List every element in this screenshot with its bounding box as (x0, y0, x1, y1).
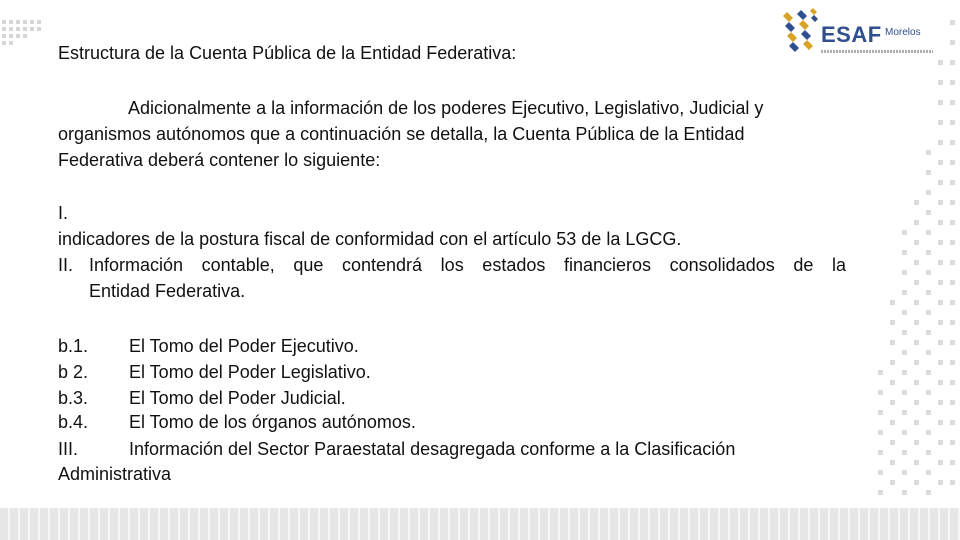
sub-item-number: b.4. (58, 412, 89, 432)
item-ii-text-line-2: Entidad Federativa. (89, 281, 246, 301)
sub-item-number: b.1. (58, 336, 89, 356)
sub-item-number: III. (58, 439, 79, 459)
esaf-logo (779, 6, 935, 58)
sub-item-text: El Tomo de los órganos autónomos. (129, 412, 416, 432)
paragraph-line-2: organismos autónomos que a continuación se detalla, la Cuenta Pública de la Entidad (58, 124, 745, 144)
sub-item-text: El Tomo del Poder Ejecutivo. (129, 336, 359, 356)
final-line: Administrativa (58, 464, 172, 484)
logo-text: ESAF (821, 22, 882, 47)
wheat-emblem-icon (779, 6, 819, 56)
page-heading: Estructura de la Cuenta Pública de la Entidad Federativa: (58, 43, 517, 63)
sub-item-text: El Tomo del Poder Legislativo. (129, 362, 371, 382)
item-i-number: I. (58, 203, 69, 223)
item-ii-number: II. (58, 255, 74, 275)
decorative-dot-grid-right (870, 0, 960, 510)
sub-item-number: b 2. (58, 362, 89, 382)
paragraph-line-3: Federativa deberá contener lo siguiente: (58, 150, 381, 170)
paragraph-line-1: Adicionalmente a la información de los poderes Ejecutivo, Legislativo, Judicial y (128, 98, 764, 118)
item-ii-text-line-1: Información contable, que contendrá los estados financieros consolidados de la (89, 255, 846, 275)
decorative-dot-grid-top-left (0, 18, 48, 46)
sub-item-text: El Tomo del Poder Judicial. (129, 388, 346, 408)
decorative-bottom-band (0, 508, 960, 540)
sub-item-number: b.3. (58, 388, 89, 408)
logo-subtext: Morelos (885, 27, 921, 38)
logo-tagline-strip (821, 50, 933, 53)
item-i-text: indicadores de la postura fiscal de conformidad con el artículo 53 de la LGCG. (58, 229, 682, 249)
sub-item-text: Información del Sector Paraestatal desagregada conforme a la Clasificación (129, 439, 736, 459)
